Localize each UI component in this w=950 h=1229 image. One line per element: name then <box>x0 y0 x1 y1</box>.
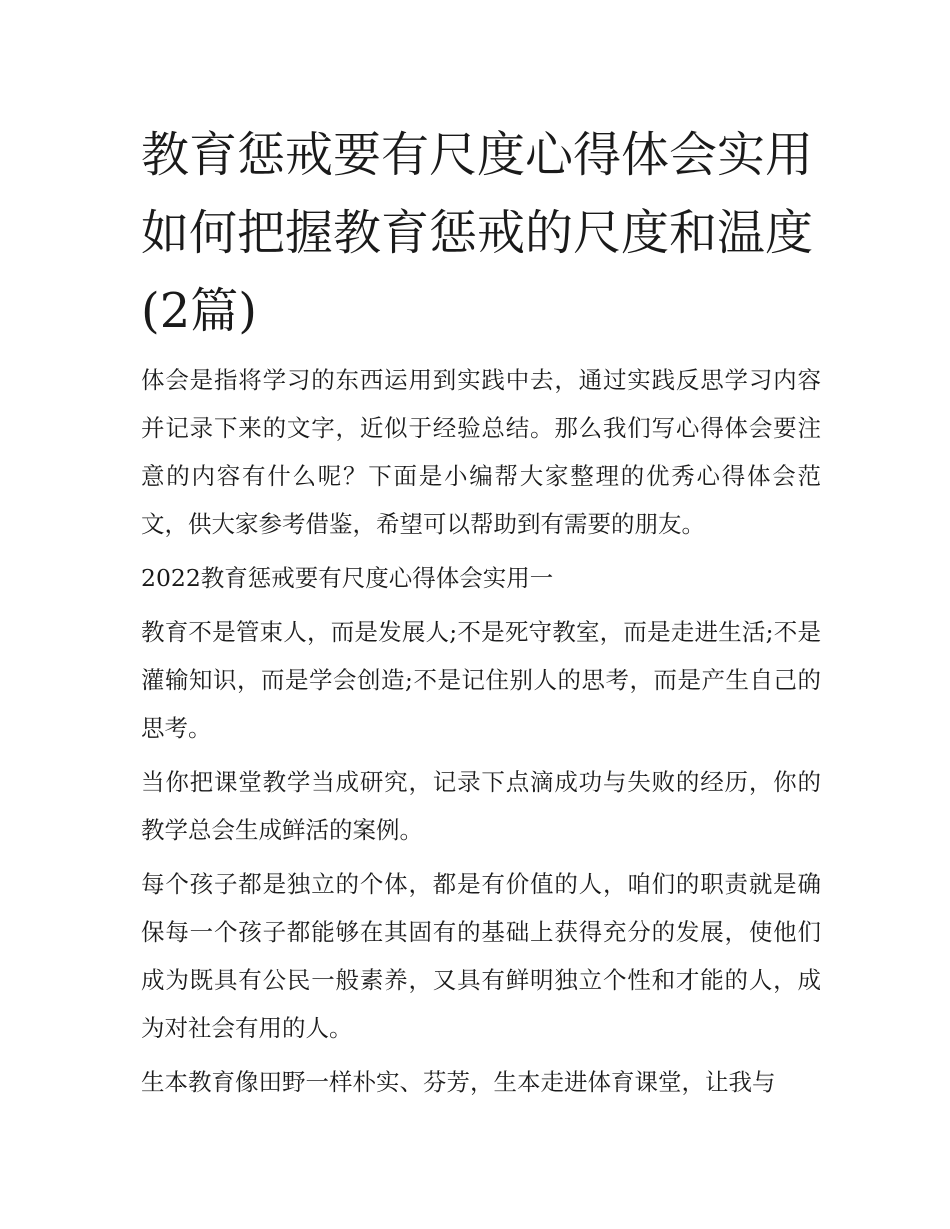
body-paragraph: 生本教育像田野一样朴实、芬芳，生本走进体育课堂，让我与 <box>141 1068 776 1096</box>
document-title: 教育惩戒要有尺度心得体会实用 如何把握教育惩戒的尺度和温度(2篇) <box>141 127 814 339</box>
body-paragraph: 当你把课堂教学当成研究，记录下点滴成功与失败的经历，你的教学总会生成鲜活的案例。 <box>141 768 821 844</box>
intro-paragraph: 体会是指将学习的东西运用到实践中去，通过实践反思学习内容并记录下来的文字，近似于经验总结。那么我们写心得体会要注意的内容有什么呢？下面是小编帮大家整理的优秀心得体会范文，供大家参考借鉴，希望可以帮助到有需要的朋友。 <box>141 366 821 538</box>
document-body <box>141 356 821 1112</box>
section-heading: 2022教育惩戒要有尺度心得体会实用一 <box>141 564 554 592</box>
body-paragraph: 教育不是管束人，而是发展人;不是死守教室，而是走进生活;不是灌输知识，而是学会创造;不是记住别人的思考，而是产生自己的思考。 <box>141 618 821 742</box>
body-paragraph: 每个孩子都是独立的个体，都是有价值的人，咱们的职责就是确保每一个孩子都能够在其固有的基础上获得充分的发展，使他们成为既具有公民一般素养，又具有鲜明独立个性和才能的人，成为对社会有用的人。 <box>141 870 821 1042</box>
